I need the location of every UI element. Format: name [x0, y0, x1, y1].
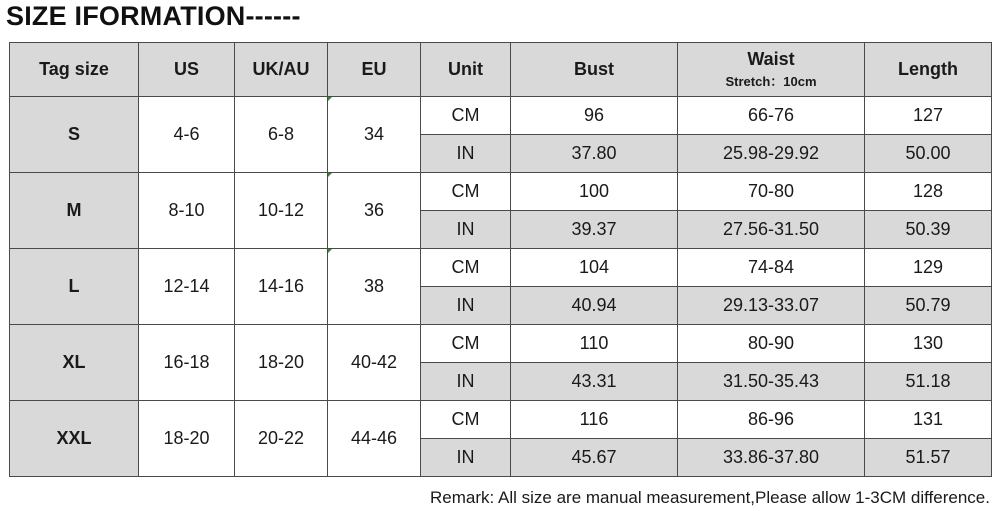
bust-cell: 96 — [511, 97, 678, 135]
cell-marker-icon — [328, 249, 332, 253]
length-cell: 127 — [865, 97, 992, 135]
length-cell: 131 — [865, 401, 992, 439]
unit-cell: IN — [421, 211, 511, 249]
waist-cell: 25.98-29.92 — [678, 135, 865, 173]
bust-cell: 100 — [511, 173, 678, 211]
us-size-cell: 4-6 — [139, 97, 235, 173]
unit-cell: CM — [421, 97, 511, 135]
tag-size-cell: L — [10, 249, 139, 325]
waist-cell: 80-90 — [678, 325, 865, 363]
page-title: SIZE IFORMATION------ — [6, 1, 301, 31]
table-row — [10, 325, 992, 363]
eu-size-cell: 40-42 — [328, 325, 421, 401]
length-cell: 128 — [865, 173, 992, 211]
length-cell: 130 — [865, 325, 992, 363]
waist-cell: 70-80 — [678, 173, 865, 211]
us-size-cell: 18-20 — [139, 401, 235, 477]
waist-cell: 86-96 — [678, 401, 865, 439]
header-bust: Bust — [511, 43, 678, 97]
us-size-cell: 8-10 — [139, 173, 235, 249]
header-waist-label: Waist — [747, 49, 795, 69]
header-unit: Unit — [421, 43, 511, 97]
waist-cell: 31.50-35.43 — [678, 363, 865, 401]
unit-cell: IN — [421, 439, 511, 477]
bust-cell: 37.80 — [511, 135, 678, 173]
bust-cell: 110 — [511, 325, 678, 363]
waist-cell: 29.13-33.07 — [678, 287, 865, 325]
remark-note: Remark: All size are manual measurement,Please allow 1-3CM difference. — [430, 488, 990, 507]
bust-cell: 45.67 — [511, 439, 678, 477]
table-body — [10, 97, 992, 477]
header-us: US — [139, 43, 235, 97]
size-chart-table — [9, 42, 992, 477]
eu-size-value: 36 — [363, 200, 385, 220]
table-row — [10, 173, 992, 211]
unit-cell: CM — [421, 249, 511, 287]
eu-size-cell — [328, 249, 421, 325]
header-row — [10, 43, 992, 97]
bust-cell: 40.94 — [511, 287, 678, 325]
waist-cell: 66-76 — [678, 97, 865, 135]
header-uk-au: UK/AU — [235, 43, 328, 97]
tag-size-cell: M — [10, 173, 139, 249]
cell-marker-icon — [328, 173, 332, 177]
uk-au-size-cell: 18-20 — [235, 325, 328, 401]
eu-size-cell — [328, 173, 421, 249]
table-row — [10, 401, 992, 439]
table-row — [10, 249, 992, 287]
header-eu: EU — [328, 43, 421, 97]
eu-size-cell: 44-46 — [328, 401, 421, 477]
us-size-cell: 16-18 — [139, 325, 235, 401]
length-cell: 129 — [865, 249, 992, 287]
length-cell: 50.39 — [865, 211, 992, 249]
unit-cell: IN — [421, 135, 511, 173]
uk-au-size-cell: 20-22 — [235, 401, 328, 477]
us-size-cell: 12-14 — [139, 249, 235, 325]
bust-cell: 104 — [511, 249, 678, 287]
unit-cell: CM — [421, 325, 511, 363]
eu-size-value: 38 — [363, 276, 385, 296]
header-length: Length — [865, 43, 992, 97]
unit-cell: IN — [421, 287, 511, 325]
length-cell: 50.00 — [865, 135, 992, 173]
header-waist-note: Stretch：10cm — [725, 74, 817, 89]
cell-marker-icon — [328, 97, 332, 101]
waist-cell: 33.86-37.80 — [678, 439, 865, 477]
length-cell: 50.79 — [865, 287, 992, 325]
length-cell: 51.18 — [865, 363, 992, 401]
tag-size-cell: XXL — [10, 401, 139, 477]
waist-cell: 27.56-31.50 — [678, 211, 865, 249]
uk-au-size-cell: 14-16 — [235, 249, 328, 325]
table-row — [10, 97, 992, 135]
length-cell: 51.57 — [865, 439, 992, 477]
unit-cell: IN — [421, 363, 511, 401]
eu-size-cell — [328, 97, 421, 173]
eu-size-value: 34 — [363, 124, 385, 144]
unit-cell: CM — [421, 173, 511, 211]
bust-cell: 39.37 — [511, 211, 678, 249]
unit-cell: CM — [421, 401, 511, 439]
uk-au-size-cell: 6-8 — [235, 97, 328, 173]
tag-size-cell: S — [10, 97, 139, 173]
tag-size-cell: XL — [10, 325, 139, 401]
waist-cell: 74-84 — [678, 249, 865, 287]
header-tag-size: Tag size — [10, 43, 139, 97]
bust-cell: 43.31 — [511, 363, 678, 401]
header-waist — [678, 43, 865, 97]
bust-cell: 116 — [511, 401, 678, 439]
uk-au-size-cell: 10-12 — [235, 173, 328, 249]
